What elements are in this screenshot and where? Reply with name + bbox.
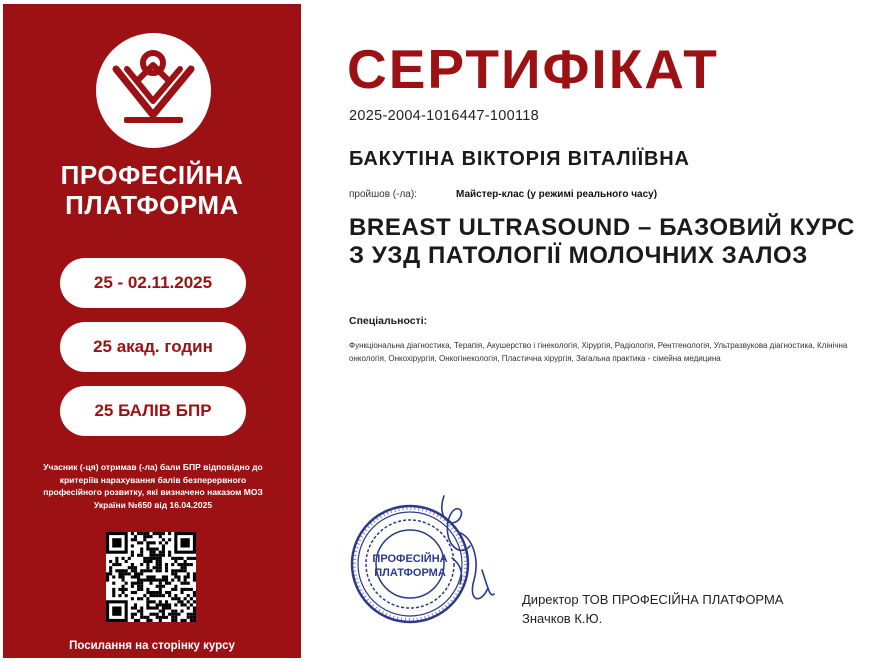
company-stamp-with-signature-icon [348, 488, 508, 638]
brand-line-2: ПЛАТФОРМА [65, 190, 239, 220]
participant-name: БАКУТІНА ВІКТОРІЯ ВІТАЛІЇВНА [349, 148, 690, 170]
passed-label: пройшов (-ла): [349, 189, 417, 200]
qr-caption[interactable]: Посилання на сторінку курсу [69, 640, 235, 652]
qr-code-graphic [106, 532, 196, 622]
certificate-title: СЕРТИФІКАТ [347, 38, 719, 100]
stamp-line-2: ПЛАТФОРМА [374, 567, 446, 579]
brand-line-1: ПРОФЕСІЙНА [60, 160, 244, 190]
stamp-line-1: ПРОФЕСІЙНА [372, 553, 448, 565]
stamp-icon [348, 488, 508, 638]
signatory-title: Директор ТОВ ПРОФЕСІЙНА ПЛАТФОРМА [522, 592, 784, 607]
certificate-number: 2025-2004-1016447-100118 [349, 108, 539, 124]
left-panel [3, 4, 301, 658]
course-format: Майстер-клас (у режимі реального часу) [456, 189, 658, 200]
hours-badge: 25 акад. годин [60, 322, 246, 372]
logo [96, 33, 211, 148]
specialties-list: Функціональна діагностика, Терапія, Акушерство і гінекологія, Хірургія, Радіологія, Рентгенологія, Ультразвукова діагностика, Клінічна онкологія, Онкохірургія, Онкогінекологія, Пластична хірургія, Загальна практика - сімейна медицина [349, 341, 848, 363]
triangle-checkmark-logo-icon [96, 33, 211, 148]
dates-badge: 25 - 02.11.2025 [60, 258, 246, 308]
qr-code-icon[interactable] [106, 532, 196, 622]
signature-icon [442, 496, 494, 599]
specialties-label: Спеціальності: [349, 315, 428, 327]
points-badge: 25 БАЛІВ БПР [60, 386, 246, 436]
bpr-note: Учасник (-ця) отримав (-ла) бали БПР відповідно до критеріїв нарахування балів безперервного професійного розвитку, які визначено наказом МОЗ України №650 від 16.04.2025 [43, 462, 263, 510]
signatory-name: Значков К.Ю. [522, 611, 603, 626]
course-title: BREAST ULTRASOUND – БАЗОВИЙ КУРС З УЗД ПАТОЛОГІЇ МОЛОЧНИХ ЗАЛОЗ [349, 214, 855, 269]
brand-name [3, 160, 301, 220]
